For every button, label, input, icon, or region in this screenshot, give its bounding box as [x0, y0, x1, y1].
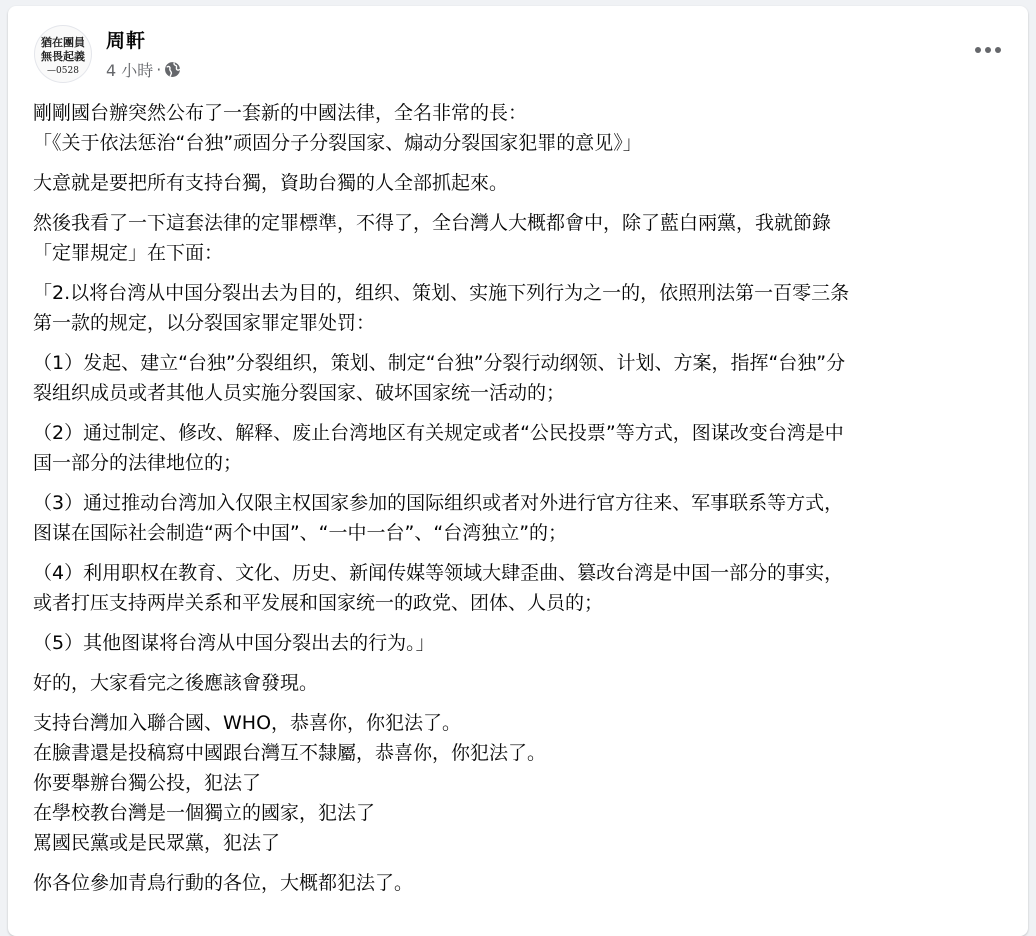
- post-text-line: 国一部分的法律地位的；: [33, 452, 243, 474]
- post-paragraph: [33, 278, 1008, 338]
- post-text-line: （3）通过推动台湾加入仅限主权国家参加的国际组织或者对外进行官方往来、军事联系等方式，: [33, 492, 844, 514]
- post-paragraph: [33, 708, 1008, 858]
- post-text-line: 在臉書還是投稿寫中國跟台灣互不隸屬，恭喜你，你犯法了。: [33, 742, 547, 764]
- post-text-line: 裂组织成员或者其他人员实施分裂国家、破坏国家统一活动的；: [33, 382, 566, 404]
- post-text-line: 支持台灣加入聯合國、WHO，恭喜你，你犯法了。: [33, 712, 462, 734]
- post-text-line: （1）发起、建立“台独”分裂组织，策划、制定“台独”分裂行动纲领、计划、方案，指挥“台独”分: [33, 352, 846, 374]
- post-text-line: （2）通过制定、修改、解释、废止台湾地区有关规定或者“公民投票”等方式，图谋改变台湾是中: [33, 422, 844, 444]
- post-paragraph: [33, 668, 1008, 698]
- post-paragraph: [33, 418, 1008, 478]
- avatar-text-line-3: —0528: [47, 66, 79, 76]
- post-text-line: 大意就是要把所有支持台獨，資助台獨的人全部抓起來。: [33, 172, 509, 194]
- post-text-line: 第一款的规定，以分裂国家罪定罪处罚：: [33, 312, 376, 334]
- post-text-line: 你要舉辦台獨公投，犯法了: [33, 772, 262, 794]
- post-text-line: 「2.以将台湾从中国分裂出去为目的，组织、策划、实施下列行为之一的，依照刑法第一百零三条: [33, 282, 850, 304]
- post-text-line: 剛剛國台辦突然公布了一套新的中國法律，全名非常的長：: [33, 102, 528, 124]
- post-text-line: 或者打压支持两岸关系和平发展和国家统一的政党、团体、人员的；: [33, 592, 604, 614]
- post-text-line: 然後我看了一下這套法律的定罪標準，不得了，全台灣人大概都會中，除了藍白兩黨，我就節錄: [33, 212, 832, 234]
- avatar-text-line-2: 無畏起義: [41, 50, 85, 63]
- post-timestamp[interactable]: 4 小時: [106, 61, 154, 80]
- post-text-line: 罵國民黨或是民眾黨，犯法了: [33, 832, 281, 854]
- post-paragraph: [33, 628, 1008, 658]
- post-text-line: 你各位參加青鳥行動的各位，大概都犯法了。: [33, 872, 414, 894]
- post-header: [8, 6, 1028, 90]
- more-horizontal-icon: [975, 47, 981, 53]
- post-paragraph: [33, 98, 1008, 158]
- post-text-line: 好的，大家看完之後應該會發現。: [33, 672, 319, 694]
- meta-separator: ·: [156, 60, 162, 79]
- post-paragraph: [33, 348, 1008, 408]
- more-dot: [995, 47, 1001, 53]
- post-meta: [106, 58, 181, 81]
- avatar[interactable]: [34, 25, 92, 83]
- post-text-line: （4）利用职权在教育、文化、历史、新闻传媒等领域大肆歪曲、篡改台湾是中国一部分的事实，: [33, 562, 844, 584]
- post-body: [33, 98, 1008, 908]
- post-card: [8, 6, 1028, 936]
- globe-icon[interactable]: [164, 61, 181, 78]
- author-name[interactable]: 周軒: [106, 30, 147, 52]
- post-text-line: 「《关于依法惩治“台独”顽固分子分裂国家、煽动分裂国家犯罪的意见》」: [33, 132, 642, 154]
- more-options-button[interactable]: [968, 32, 1008, 68]
- post-text-line: 图谋在国际社会制造“两个中国”、“一中一台”、“台湾独立”的；: [33, 522, 568, 544]
- post-paragraph: [33, 208, 1008, 268]
- post-paragraph: [33, 168, 1008, 198]
- avatar-calligraphy: [34, 25, 92, 83]
- post-text-line: （5）其他图谋将台湾从中国分裂出去的行为。」: [33, 632, 435, 654]
- post-text-line: 「定罪規定」在下面：: [33, 242, 224, 264]
- post-paragraph: [33, 488, 1008, 548]
- post-paragraph: [33, 868, 1008, 898]
- avatar-text-line-1: 猶在團員: [41, 36, 85, 49]
- more-dot: [985, 47, 991, 53]
- post-text-line: 在學校教台灣是一個獨立的國家，犯法了: [33, 802, 376, 824]
- post-paragraph: [33, 558, 1008, 618]
